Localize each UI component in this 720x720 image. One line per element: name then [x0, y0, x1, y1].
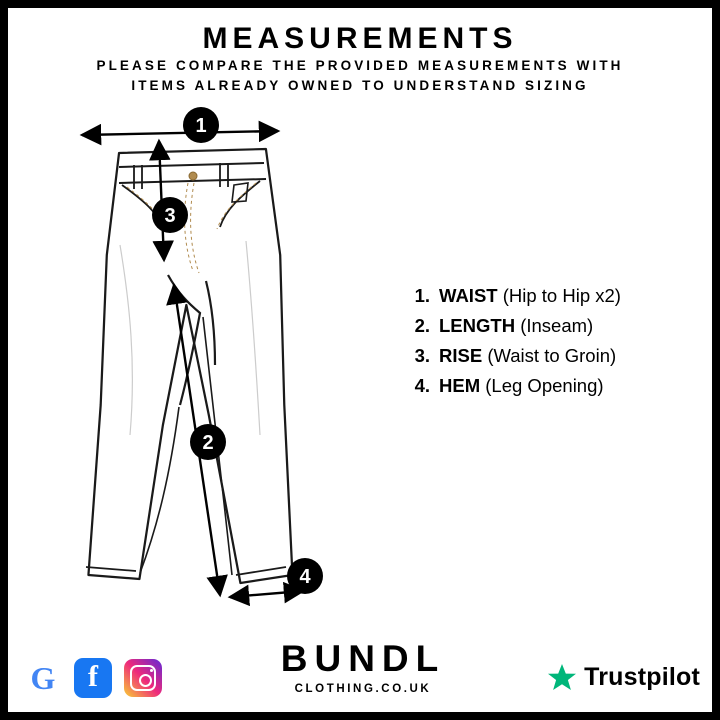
page-title: MEASUREMENTS [202, 22, 518, 55]
subtitle-line-2: ITEMS ALREADY OWNED TO UNDERSTAND SIZING [131, 78, 589, 93]
frame-border-top [0, 0, 720, 8]
legend-label: WAIST [439, 285, 498, 306]
marker-3 [152, 197, 188, 233]
google-icon[interactable] [24, 659, 62, 697]
svg-text:2: 2 [202, 432, 214, 454]
legend-number: 2. [414, 315, 430, 336]
frame-border-bottom [0, 712, 720, 720]
subtitle-line-1: PLEASE COMPARE THE PROVIDED MEASUREMENTS WITH [96, 58, 624, 73]
marker-2 [190, 424, 226, 460]
legend-number: 3. [414, 345, 430, 366]
trustpilot-label: Trustpilot [584, 663, 700, 691]
legend-item-length [400, 315, 690, 337]
waist-button [189, 172, 197, 180]
svg-text:1: 1 [195, 115, 207, 137]
brand-website: CLOTHING.CO.UK [294, 683, 432, 695]
instagram-lens-shape [139, 674, 152, 687]
frame-border-right [712, 0, 720, 720]
measurement-legend [400, 285, 690, 405]
legend-description: (Leg Opening) [480, 375, 604, 396]
google-glyph: G [30, 660, 56, 696]
svg-text:4: 4 [299, 566, 311, 588]
legend-item-hem [400, 375, 690, 397]
instagram-icon[interactable] [124, 659, 162, 697]
marker-1 [183, 107, 219, 143]
jeans-diagram [60, 105, 400, 625]
legend-description: (Inseam) [515, 315, 594, 336]
legend-label: HEM [439, 375, 481, 396]
legend-description: (Waist to Groin) [482, 345, 617, 366]
measure-arrow-hem [230, 591, 303, 597]
legend-item-waist [400, 285, 690, 307]
page-subtitle [60, 56, 660, 96]
facebook-glyph: f [88, 660, 98, 693]
svg-text:3: 3 [164, 205, 176, 227]
instagram-camera-shape [130, 665, 156, 691]
legend-label: LENGTH [439, 315, 516, 336]
brand-logo [248, 640, 478, 695]
trustpilot-star-icon [547, 663, 577, 692]
measure-arrow-waist [82, 131, 278, 135]
trustpilot-logo[interactable] [547, 663, 700, 692]
instagram-dot-shape [150, 669, 153, 672]
social-links [24, 658, 162, 698]
facebook-icon[interactable] [74, 658, 112, 698]
legend-description: (Hip to Hip x2) [497, 285, 621, 306]
brand-name: BUNDL [280, 638, 446, 679]
legend-number: 4. [414, 375, 430, 396]
legend-label: RISE [439, 345, 483, 366]
legend-item-rise [400, 345, 690, 367]
marker-4 [287, 558, 323, 594]
frame-border-left [0, 0, 8, 720]
legend-number: 1. [414, 285, 430, 306]
